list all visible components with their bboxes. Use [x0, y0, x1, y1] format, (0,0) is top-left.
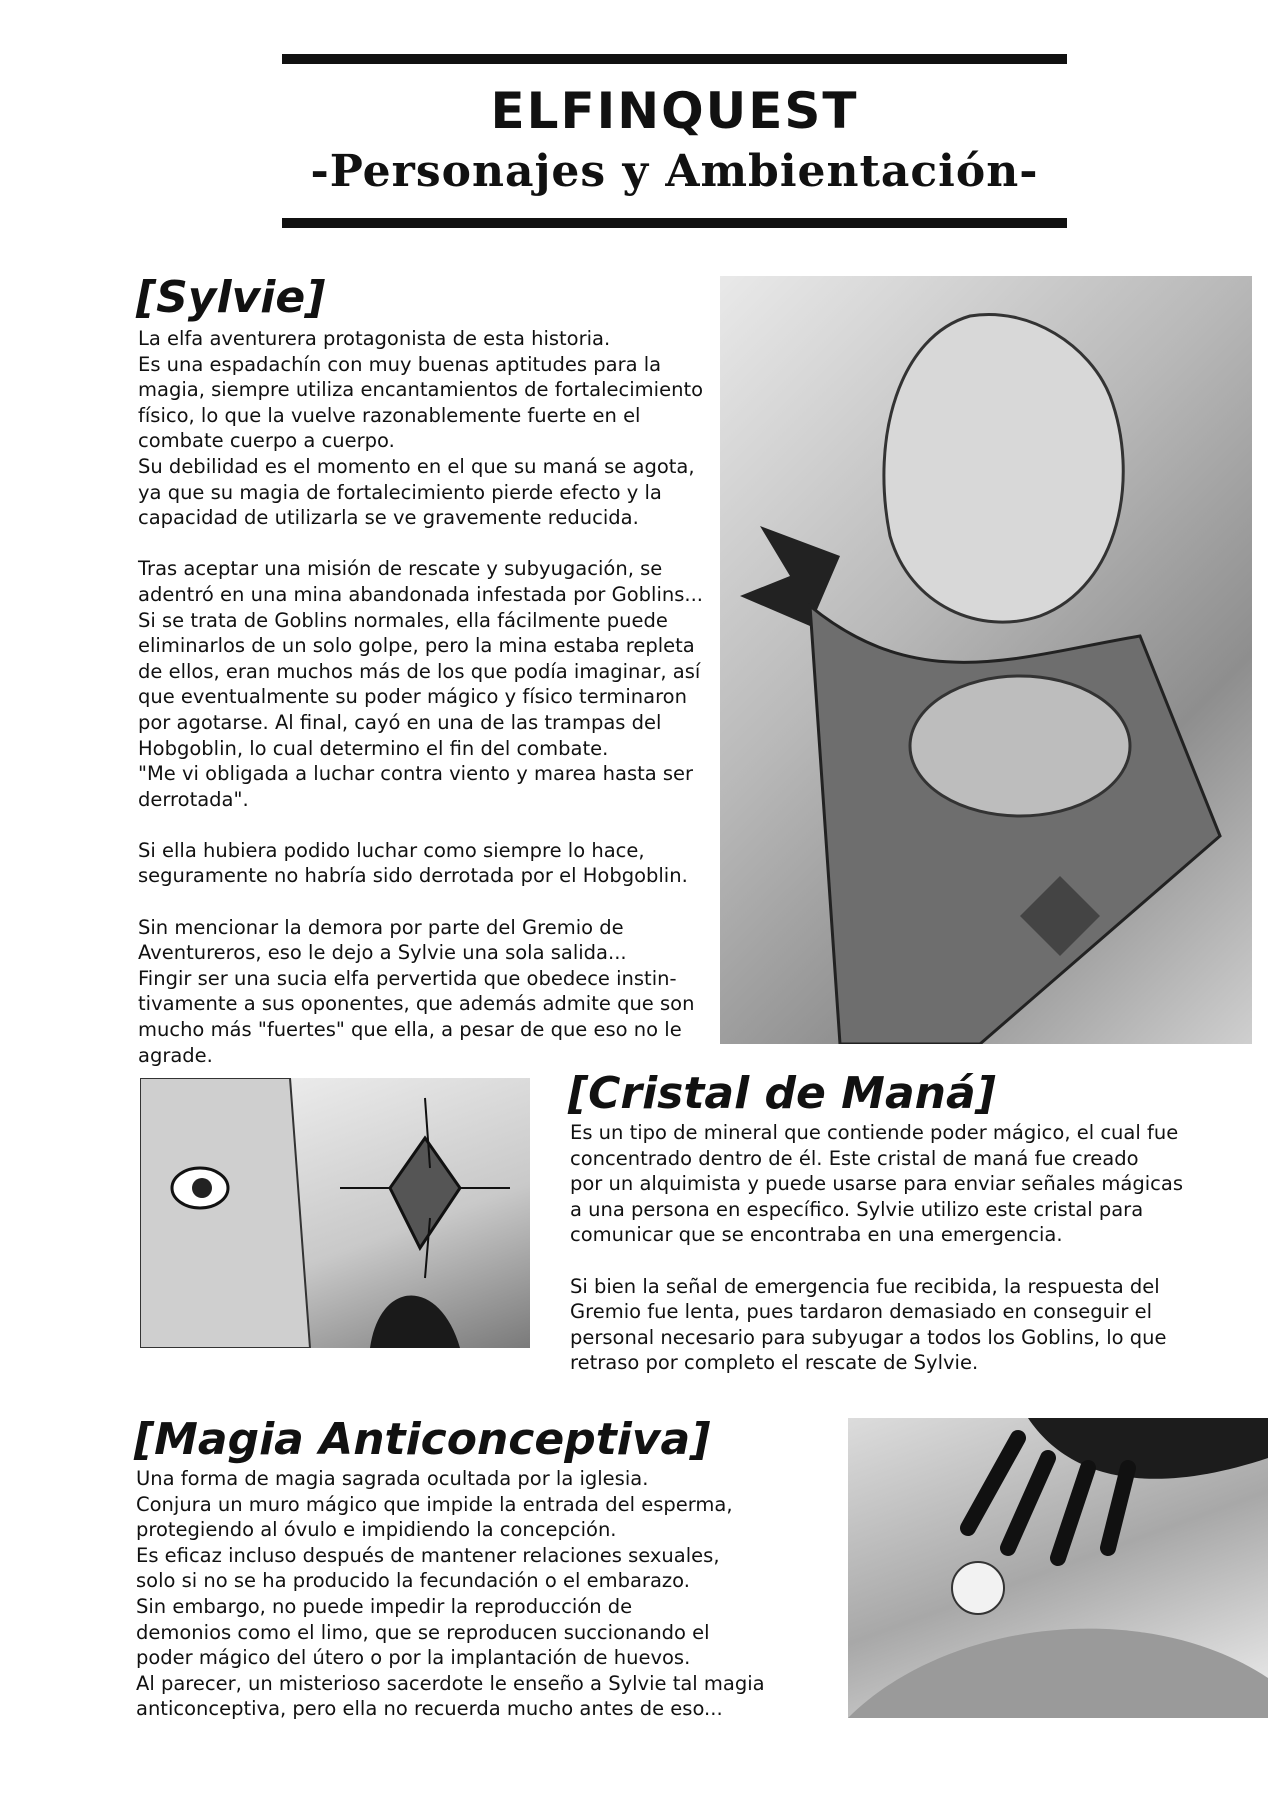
text-line: combate cuerpo a cuerpo. [138, 429, 395, 453]
text-line: demonios como el limo, que se reproducen succionando el [136, 1620, 710, 1644]
text-line: Si se trata de Goblins normales, ella fácilmente puede [138, 608, 668, 632]
paragraph-break [570, 1248, 1183, 1274]
text-line: Es una espadachín con muy buenas aptitudes para la [138, 352, 662, 376]
text-line: Hobgoblin, lo cual determino el fin del combate. [138, 736, 609, 760]
text-line: ya que su magia de fortalecimiento pierde efecto y la [138, 480, 662, 504]
text-line: seguramente no habría sido derrotada por el Hobgoblin. [138, 864, 688, 888]
text-line: derrotada". [138, 787, 249, 811]
mana-crystal-illustration [140, 1078, 530, 1348]
mana-crystal-description [570, 1120, 1183, 1376]
text-line: físico, lo que la vuelve razonablemente fuerte en el [138, 403, 641, 427]
contraceptive-magic-illustration [848, 1418, 1268, 1718]
text-line: Gremio fue lenta, pues tardaron demasiado en conseguir el [570, 1300, 1153, 1324]
text-line: Es un tipo de mineral que contiende poder mágico, el cual fue [570, 1121, 1179, 1144]
text-line: por un alquimista y puede usarse para enviar señales mágicas [570, 1172, 1183, 1196]
paragraph-break [138, 812, 703, 838]
text-line: a una persona en específico. Sylvie utilizo este cristal para [570, 1197, 1144, 1221]
header-bottom-rule [282, 218, 1067, 228]
text-line: solo si no se ha producido la fecundación o el embarazo. [136, 1569, 690, 1593]
text-line: mucho más "fuertes" que ella, a pesar de que eso no le [138, 1018, 682, 1042]
text-line: comunicar que se encontraba en una emergencia. [570, 1223, 1063, 1247]
text-line: agrade. [138, 1043, 213, 1067]
text-line: Fingir ser una sucia elfa pervertida que obedece instin- [138, 966, 677, 990]
text-line: Una forma de magia sagrada ocultada por la iglesia. [136, 1467, 649, 1490]
text-line: tivamente a sus oponentes, que además admite que son [138, 992, 695, 1016]
text-line: concentrado dentro de él. Este cristal de maná fue creado [570, 1146, 1139, 1170]
text-line: de ellos, eran muchos más de los que podía imaginar, así [138, 659, 701, 683]
text-line: protegiendo al óvulo e impidiendo la concepción. [136, 1518, 617, 1542]
text-line: magia, siempre utiliza encantamientos de fortalecimiento [138, 378, 704, 402]
text-line: Tras aceptar una misión de rescate y subyugación, se [138, 557, 663, 581]
mana-crystal-heading: [Cristal de Maná] [568, 1068, 996, 1119]
text-line: anticonceptiva, pero ella no recuerda mucho antes de eso... [136, 1697, 723, 1721]
page-title: ELFINQUEST [490, 82, 859, 140]
contraceptive-magic-heading: [Magia Anticonceptiva] [134, 1414, 711, 1465]
text-line: Sin embargo, no puede impedir la reproducción de [136, 1594, 633, 1618]
text-line: Conjura un muro mágico que impide la entrada del esperma, [136, 1492, 733, 1516]
page-subtitle: -Personajes y Ambientación- [310, 146, 1039, 197]
text-line: por agotarse. Al final, cayó en una de las trampas del [138, 710, 662, 734]
text-line: adentró en una mina abandonada infestada por Goblins... [138, 582, 703, 606]
text-line: Si ella hubiera podido luchar como siempre lo hace, [138, 838, 645, 862]
text-line: personal necesario para subyugar a todos los Goblins, lo que [570, 1325, 1167, 1349]
text-line: "Me vi obligada a luchar contra viento y marea hasta ser [138, 762, 694, 786]
paragraph-break [138, 889, 703, 915]
text-line: Es eficaz incluso después de mantener relaciones sexuales, [136, 1543, 720, 1567]
sylvie-description [138, 326, 703, 1068]
header-top-rule [282, 54, 1067, 64]
sylvie-heading: [Sylvie] [136, 272, 326, 323]
text-line: retraso por completo el rescate de Sylvie. [570, 1351, 979, 1375]
text-line: que eventualmente su poder mágico y físico terminaron [138, 685, 687, 709]
text-line: capacidad de utilizarla se ve gravemente reducida. [138, 506, 639, 530]
text-line: Al parecer, un misterioso sacerdote le enseño a Sylvie tal magia [136, 1671, 765, 1695]
text-line: Su debilidad es el momento en el que su maná se agota, [138, 454, 695, 478]
text-line: Sin mencionar la demora por parte del Gremio de [138, 915, 624, 939]
sylvie-illustration [720, 276, 1252, 1044]
text-line: Aventureros, eso le dejo a Sylvie una sola salida... [138, 941, 627, 965]
contraceptive-magic-description [136, 1466, 765, 1722]
text-line: poder mágico del útero o por la implantación de huevos. [136, 1646, 691, 1670]
paragraph-break [138, 531, 703, 557]
text-line: Si bien la señal de emergencia fue recibida, la respuesta del [570, 1274, 1160, 1298]
text-line: eliminarlos de un solo golpe, pero la mina estaba repleta [138, 634, 695, 658]
text-line: La elfa aventurera protagonista de esta historia. [138, 327, 611, 350]
